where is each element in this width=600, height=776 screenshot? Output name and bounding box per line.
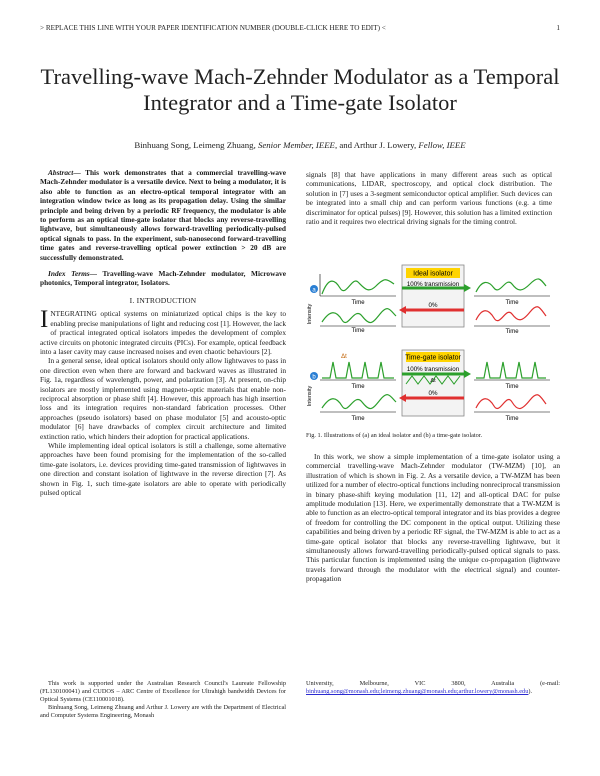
email-link[interactable]: binhuang.song@monash.edu;leimeng.zhuang@monash.edu;arthur.lowery@monash.edu bbox=[306, 688, 529, 695]
delta-t-label: Δt bbox=[341, 354, 347, 360]
intro-paragraph-3: While implementing ideal optical isolators is still a challenge, some alternative approaches have been found promising for the implementation of the so-called time-gate isolators, i.e. devices providing time-gated transmission of lightwaves in one direction and constant isolation of lightwave in the reverse direction [7]. As shown in Fig. 1, such time-gate isolators are able to operate with periodically pulsed optical bbox=[40, 440, 286, 497]
time-label-a4: Time bbox=[505, 329, 519, 335]
section-heading-introduction bbox=[40, 296, 286, 305]
time-label-b1: Time bbox=[351, 384, 365, 390]
footnote-end: ). bbox=[528, 688, 533, 695]
right-body-paragraph: In this work, we show a simple implementation of a time-gate isolator using a commercial travelling-wave Mach-Zehnder modulator (TW-MZM) [10], an illustration of which is shown in Fig. 2. As a versatile device, a TW-MZM has been utilized for a number of electro-optical functions including nonreciprocal transmission in binary phase-shift keying modulation [11, 12] and all-optical DAC for pulse amplitude modulation [13]. Here, we experimentally demonstrate that a TW-MZM is able to function as an electro-optical temporal integrator and its bias provides a degree of freedom for controlling the DC component in the optical output. Utilizing these capabilities and being driven by a periodic RF signal, the TW-MZM is able to act as a time-gate optical isolator that blocks any reverse-travelling lightwave, but it simultaneously allows forward-travelling periodically-pulsed optical signals to pass. This particular function is implemented using the unique co-propagation (lightwave travels forward through the modulator with the electrical signal) and counter-propagation bbox=[306, 452, 560, 584]
time-label-a3: Time bbox=[505, 300, 519, 306]
transmission-label-a: 100% transmission bbox=[406, 281, 460, 288]
footnote-left bbox=[40, 680, 286, 720]
time-label-a2: Time bbox=[351, 328, 365, 334]
panel-a-letter: a bbox=[312, 287, 316, 294]
header-replace-line[interactable]: > REPLACE THIS LINE WITH YOUR PAPER IDENTIFICATION NUMBER (DOUBLE-CLICK HERE TO EDIT) < bbox=[40, 24, 386, 32]
right-paragraph-1: signals [8] that have applications in many different areas such as optical communications, LIDAR, spectroscopy, and optical clock distribution. The solution in [7] uses a 3-segment semiconductor optical amplifier. Such devices can be integrated into a small chip and can perform various functions (e.g. a time discriminator for optical pulses) [9]. However, this solution has a limited extinction ratio and it requires two electrical driving signals for the timing control. bbox=[306, 170, 552, 227]
time-label-b2: Time bbox=[351, 416, 365, 422]
forward-signal-input-a bbox=[322, 280, 394, 294]
running-header bbox=[40, 24, 560, 32]
right-column-body bbox=[306, 452, 560, 584]
footnote-funding: This work is supported under the Australian Research Council's Laureate Fellowship (FL130100041) and CUDOS – ARC Centre of Excellence for Ultrahigh bandwidth Devices for Optical Systems (CE110001018). bbox=[40, 680, 286, 703]
pulse-train-input-b bbox=[322, 362, 394, 378]
author-line bbox=[40, 140, 560, 150]
abstract-label: Abstract bbox=[48, 168, 74, 177]
author-names: Binhuang Song, Leimeng Zhuang, bbox=[134, 140, 258, 150]
section-title-rest: NTRODUCTION bbox=[139, 295, 197, 305]
figure-caption: Fig. 1. Illustrations of (a) an ideal isolator and (b) a time-gate isolator. bbox=[306, 432, 483, 439]
zero-label-a: 0% bbox=[428, 302, 438, 309]
section-title-initial: I bbox=[136, 295, 140, 305]
intensity-label-b: Intensity bbox=[307, 385, 313, 407]
author-fellow-grade: Fellow, IEEE bbox=[418, 140, 466, 150]
forward-signal-right-a bbox=[476, 279, 546, 292]
abstract-dash: — bbox=[73, 168, 86, 177]
intro-paragraph-1 bbox=[40, 306, 286, 356]
intro-caps: NTEGRATING bbox=[50, 309, 97, 319]
forward-arrowhead-a bbox=[464, 284, 471, 292]
paper-title: Travelling-wave Mach-Zehnder Modulator as a Temporal Integrator and a Time-gate Isolator bbox=[40, 64, 560, 115]
index-terms-text: — Travelling-wave Mach-Zehnder modulator, Microwave photonics, Temporal integrator, Isolators. bbox=[40, 269, 286, 288]
time-label-b4: Time bbox=[505, 416, 519, 422]
time-label-a1: Time bbox=[351, 300, 365, 306]
ideal-isolator-label: Ideal isolator bbox=[413, 270, 453, 278]
intro-paragraph-2: In a general sense, ideal optical isolators should only allow lightwaves to pass in one direction even when there are forward and backward waves as illustrated in Fig. 1a, regardless of wavelength, power, and polarization [3]. At present, on-chip isolators are mostly implemented using magneto-optic materials that enable non-reciprocal absorption or phase shift [4]. However, this approach has high insertion loss and its integration requires non-standard fabrication processes. Other approaches (pseudo isolators) based on phase modulator [5] and acousto-optic modulator [6] have drawbacks of complex circuit architecture and limited extinction ratio, which hinders their adoption for practical applications. bbox=[40, 356, 286, 441]
index-terms bbox=[40, 269, 286, 288]
panel-b bbox=[307, 350, 550, 422]
author-member-grade: Senior Member, IEEE bbox=[257, 140, 335, 150]
forward-signal-output-a bbox=[322, 309, 396, 323]
intro-p1-text: optical systems on miniaturized optical chips is the key to enabling precise manipulations of light and reducing cost [1]. However, the lack of practical integrated optical isolators impedes the development of complex active circuits on photonic integrated circuits (PICs). For example, optical feedback into a laser cavity may cause increased noises and even chaotic behaviours [2]. bbox=[40, 309, 286, 356]
forward-arrowhead-b bbox=[464, 370, 471, 378]
page-number: 1 bbox=[556, 24, 560, 32]
panel-b-letter: b bbox=[312, 374, 316, 381]
pulse-train-output-b bbox=[322, 395, 396, 409]
reverse-signal-right-b bbox=[476, 395, 546, 409]
pulse-train-right-b bbox=[476, 362, 546, 378]
transmission-label-b: 100% transmission bbox=[406, 366, 460, 373]
drop-cap: I bbox=[40, 306, 49, 334]
right-column-top bbox=[306, 170, 552, 226]
zero-label-b: 0% bbox=[428, 390, 438, 397]
section-numeral: I. bbox=[129, 295, 135, 305]
left-column bbox=[40, 168, 286, 497]
author-and: , and Arthur J. Lowery, bbox=[334, 140, 419, 150]
figure-1 bbox=[306, 264, 560, 424]
footnote-address: University, Melbourne, VIC 3800, Australia (e-mail: bbox=[306, 680, 560, 687]
footnote-affiliation: Binhuang Song, Leimeng Zhuang and Arthur J. Lowery are with the Department of Electrical and Computer Systems Engineering, Monash bbox=[40, 704, 286, 719]
delta-t-label-box: Δt bbox=[430, 378, 436, 384]
abstract-text: This work demonstrates that a commercial travelling-wave Mach-Zehnder modulator is a versatile device. Next to being a modulator, it is also able to function as an electro-optical temporal integrator with an integration window twice as long as its propagation delay. Using the similar principle and being driven by a periodic RF frequency, the modulator is able to perform as an optical time-gate isolator that blocks any reverse-travelling lightwave, but simultaneously allows forward-travelling periodically-pulsed optical signals to pass. In the experiment, sub-nanosecond forward-travelling time gates and reverse-travelling optical power extinction > 20 dB are successfully demonstrated. bbox=[40, 168, 286, 262]
panel-a bbox=[307, 265, 550, 335]
index-terms-label: Index Terms bbox=[48, 269, 90, 279]
reverse-signal-right-a bbox=[476, 307, 546, 321]
intensity-label-a: Intensity bbox=[307, 303, 313, 325]
footnote-right bbox=[306, 680, 560, 696]
abstract bbox=[40, 168, 286, 262]
time-label-b3: Time bbox=[505, 384, 519, 390]
timegate-isolator-label: Time-gate isolator bbox=[405, 354, 461, 362]
